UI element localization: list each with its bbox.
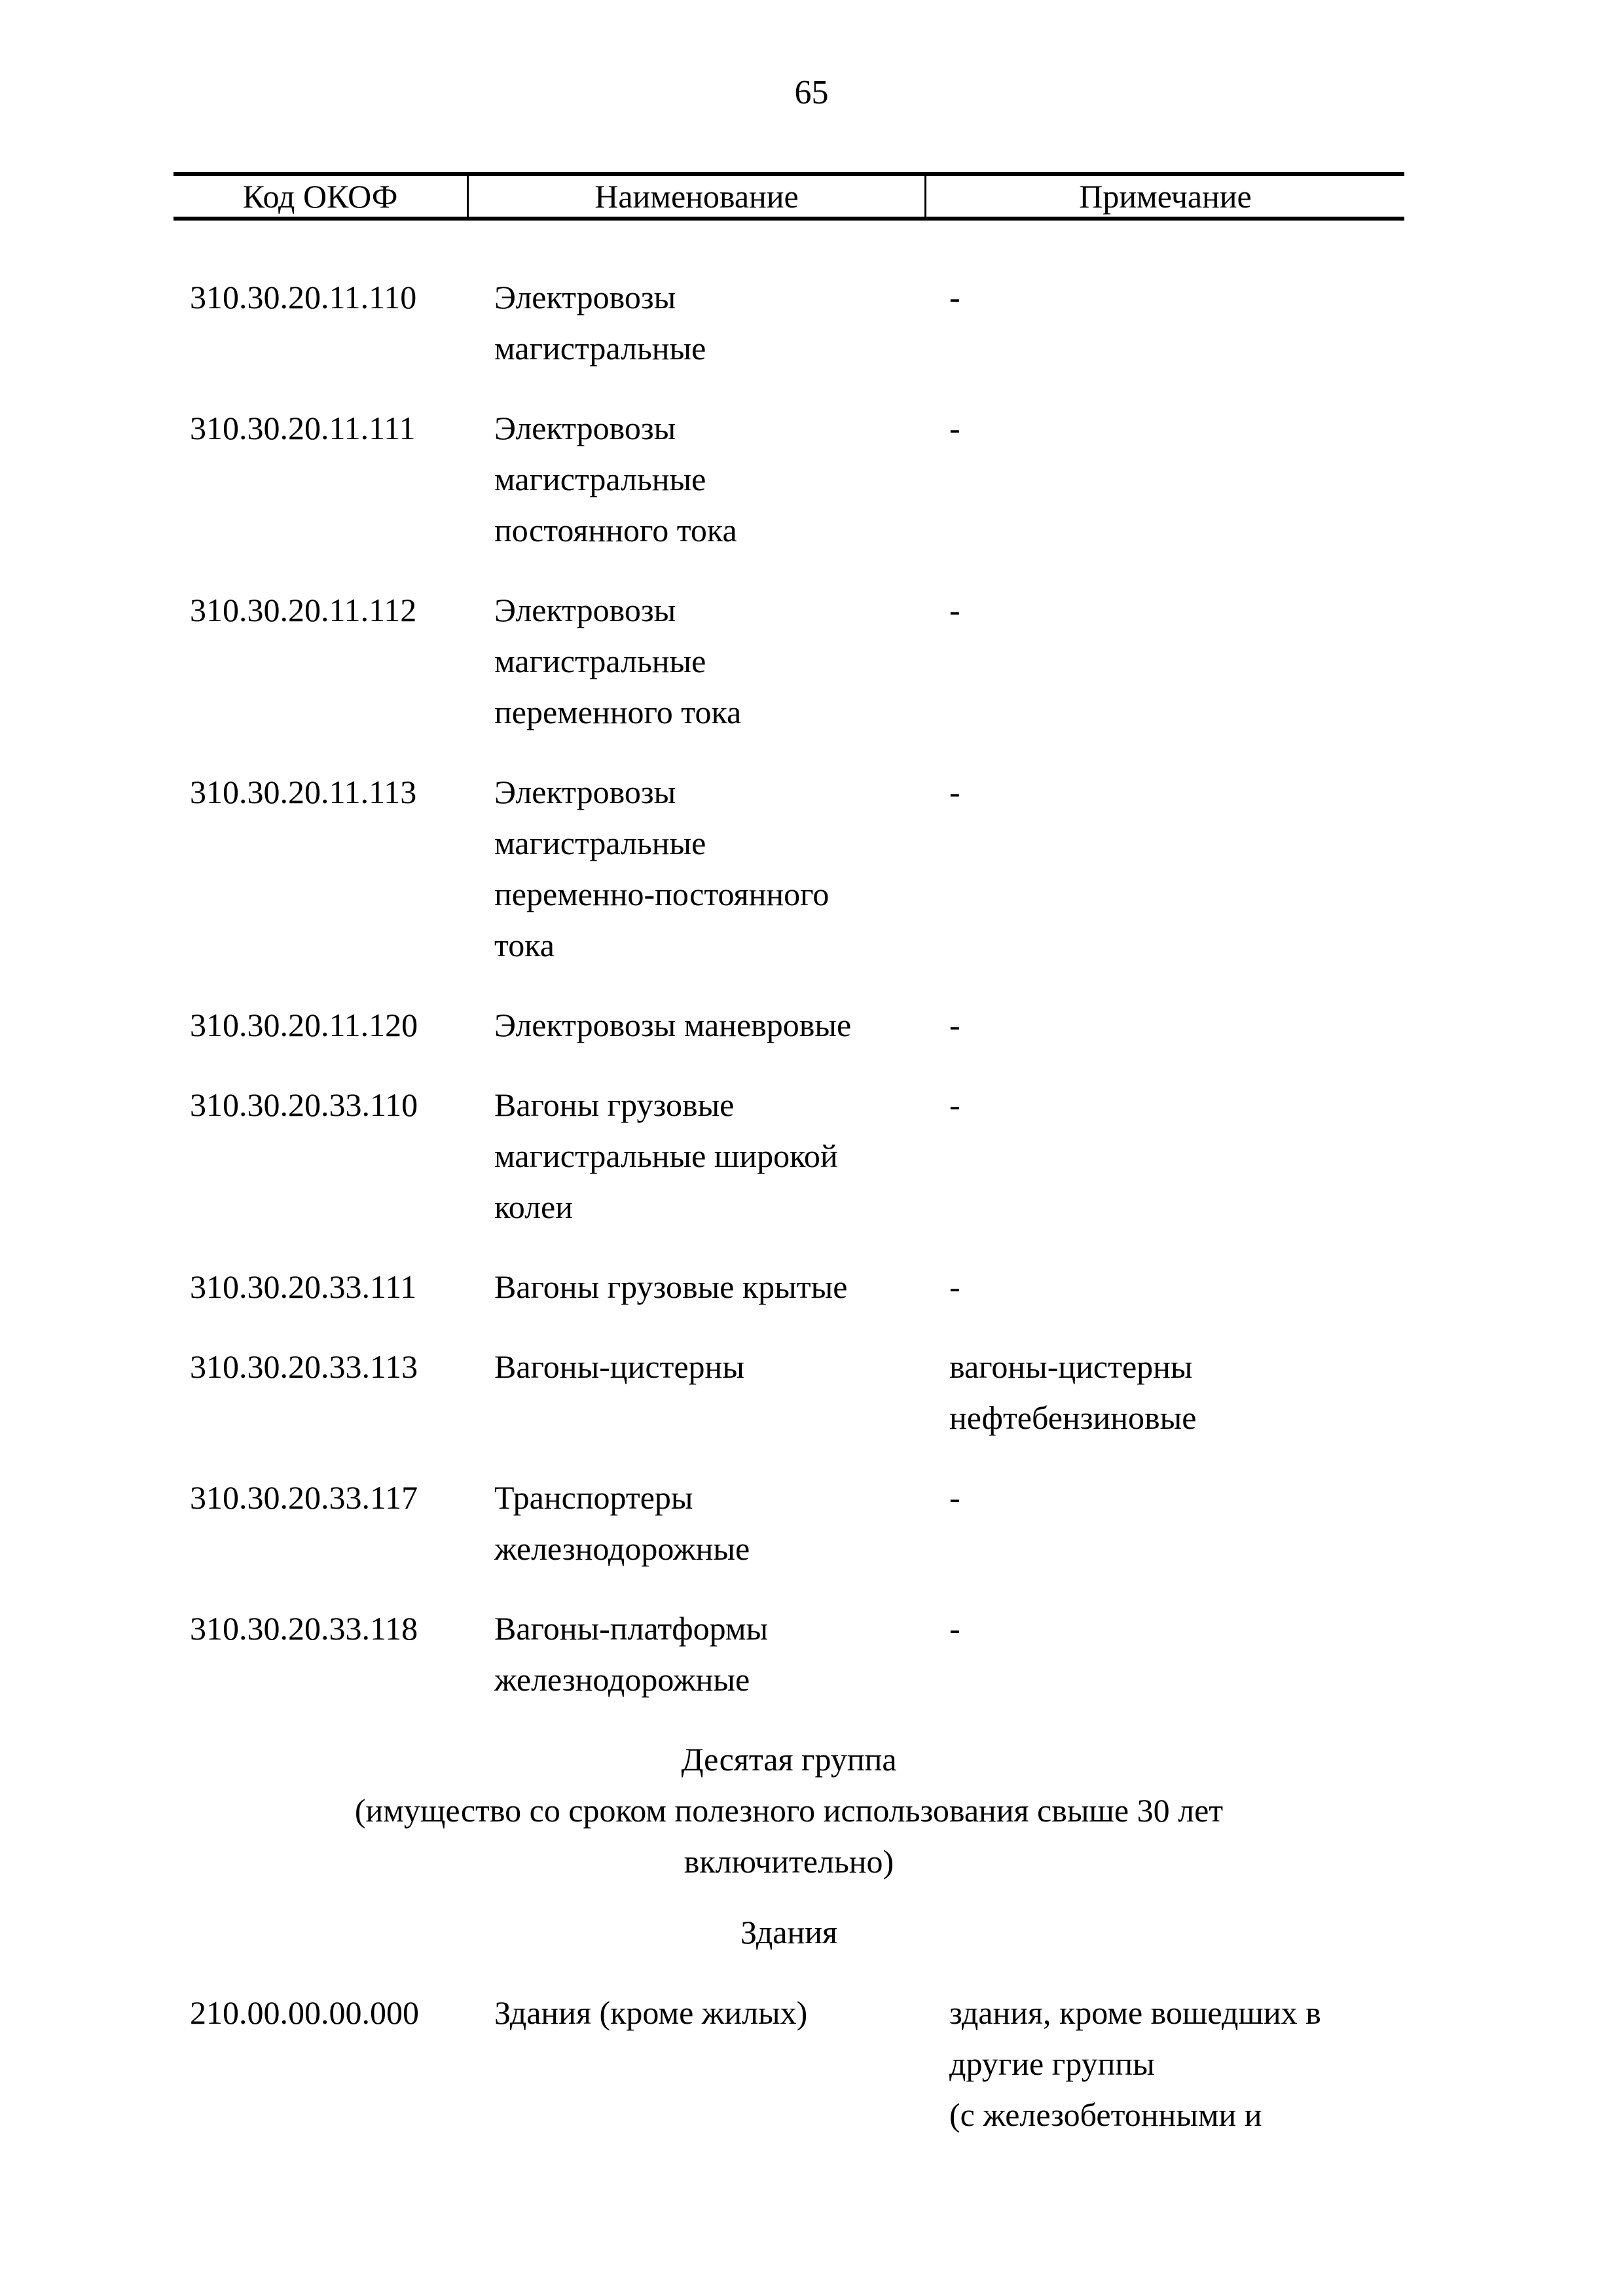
name-cell xyxy=(467,1987,924,2140)
table-row xyxy=(173,1472,1404,1574)
note-line: нефтебензиновые xyxy=(949,1399,1197,1436)
code-cell xyxy=(173,403,467,556)
note-line: - xyxy=(949,592,960,628)
name-line: магистральные широкой xyxy=(494,1138,838,1174)
table-row xyxy=(173,272,1404,374)
name-cell xyxy=(467,403,924,556)
name-cell xyxy=(467,1472,924,1574)
name-line: магистральные xyxy=(494,825,706,861)
name-line: Электровозы xyxy=(494,592,676,628)
table-row xyxy=(173,1987,1404,2140)
note-cell xyxy=(924,766,1404,971)
note-line: - xyxy=(949,1479,960,1516)
name-line: Электровозы xyxy=(494,410,676,446)
name-cell xyxy=(467,766,924,971)
column-header-note: Примечание xyxy=(924,176,1404,217)
code-cell xyxy=(173,1341,467,1443)
note-line: - xyxy=(949,1610,960,1647)
note-line: - xyxy=(949,1007,960,1043)
name-line: переменно-постоянного xyxy=(494,876,830,912)
name-line: Вагоны грузовые xyxy=(494,1086,735,1123)
code-value: 310.30.20.33.111 xyxy=(190,1268,417,1305)
note-cell xyxy=(924,272,1404,374)
column-header-name: Наименование xyxy=(467,176,924,217)
page-number: 65 xyxy=(794,74,829,111)
code-value: 310.30.20.11.111 xyxy=(190,410,416,446)
name-line: Вагоны грузовые крытые xyxy=(494,1268,848,1305)
name-line: магистральные xyxy=(494,461,706,497)
note-cell xyxy=(924,1987,1404,2140)
table-row xyxy=(173,1079,1404,1232)
code-cell xyxy=(173,999,467,1050)
column-header-code: Код ОКОФ xyxy=(242,178,398,215)
section-heading: Здания xyxy=(740,1914,837,1950)
table-body xyxy=(173,272,1404,2169)
table-row xyxy=(173,766,1404,971)
table-header xyxy=(173,172,1404,221)
note-cell xyxy=(924,999,1404,1050)
group-title: Десятая группа xyxy=(681,1741,897,1778)
name-line: магистральные xyxy=(494,643,706,679)
note-cell xyxy=(924,1079,1404,1232)
name-line: железнодорожные xyxy=(494,1530,750,1567)
note-cell xyxy=(924,1261,1404,1312)
note-cell xyxy=(924,1472,1404,1574)
code-value: 210.00.00.00.000 xyxy=(190,1994,419,2031)
code-value: 310.30.20.33.117 xyxy=(190,1479,418,1516)
note-line: (с железобетонными и xyxy=(949,2096,1262,2133)
code-value: 310.30.20.33.118 xyxy=(190,1610,418,1647)
name-line: Электровозы маневровые xyxy=(494,1007,852,1043)
name-line: железнодорожные xyxy=(494,1661,750,1698)
note-line: - xyxy=(949,279,960,315)
group-subtitle-line1: (имущество со сроком полезного использования свыше 30 лет xyxy=(354,1792,1224,1829)
note-line: - xyxy=(949,1268,960,1305)
name-line: тока xyxy=(494,927,555,963)
code-value: 310.30.20.11.120 xyxy=(190,1007,418,1043)
table-row xyxy=(173,1603,1404,1705)
note-line: здания, кроме вошедших в xyxy=(949,1994,1321,2031)
name-line: колеи xyxy=(494,1189,573,1225)
note-line: другие группы xyxy=(949,2045,1155,2082)
note-cell xyxy=(924,584,1404,738)
code-cell xyxy=(173,1261,467,1312)
code-cell xyxy=(173,1472,467,1574)
note-line: вагоны-цистерны xyxy=(949,1348,1193,1385)
table-row xyxy=(173,1341,1404,1443)
name-cell xyxy=(467,272,924,374)
group-heading xyxy=(173,1734,1404,1887)
code-value: 310.30.20.33.113 xyxy=(190,1348,418,1385)
code-cell xyxy=(173,766,467,971)
note-line: - xyxy=(949,410,960,446)
name-cell xyxy=(467,1603,924,1705)
note-cell xyxy=(924,1341,1404,1443)
name-cell xyxy=(467,584,924,738)
code-cell xyxy=(173,1603,467,1705)
table-row xyxy=(173,1261,1404,1312)
code-value: 310.30.20.11.113 xyxy=(190,774,417,810)
table-row xyxy=(173,584,1404,738)
code-cell xyxy=(173,584,467,738)
name-cell xyxy=(467,1079,924,1232)
name-cell xyxy=(467,999,924,1050)
name-line: Электровозы xyxy=(494,279,676,315)
name-line: магистральные xyxy=(494,330,706,367)
code-value: 310.30.20.33.110 xyxy=(190,1086,418,1123)
table-row xyxy=(173,403,1404,556)
table-row xyxy=(173,999,1404,1050)
name-line: Транспортеры xyxy=(494,1479,693,1516)
name-line: постоянного тока xyxy=(494,512,737,548)
note-cell xyxy=(924,1603,1404,1705)
name-line: Здания (кроме жилых) xyxy=(494,1994,808,2031)
name-cell xyxy=(467,1261,924,1312)
code-value: 310.30.20.11.110 xyxy=(190,279,417,315)
name-line: Электровозы xyxy=(494,774,676,810)
note-cell xyxy=(924,403,1404,556)
note-line: - xyxy=(949,1086,960,1123)
code-value: 310.30.20.11.112 xyxy=(190,592,417,628)
name-line: переменного тока xyxy=(494,694,742,730)
code-cell xyxy=(173,1079,467,1232)
group-subtitle-line2: включительно) xyxy=(684,1843,894,1880)
code-cell xyxy=(173,272,467,374)
note-line: - xyxy=(949,774,960,810)
name-cell xyxy=(467,1341,924,1443)
code-cell xyxy=(173,1987,467,2140)
name-line: Вагоны-цистерны xyxy=(494,1348,744,1385)
name-line: Вагоны-платформы xyxy=(494,1610,769,1647)
